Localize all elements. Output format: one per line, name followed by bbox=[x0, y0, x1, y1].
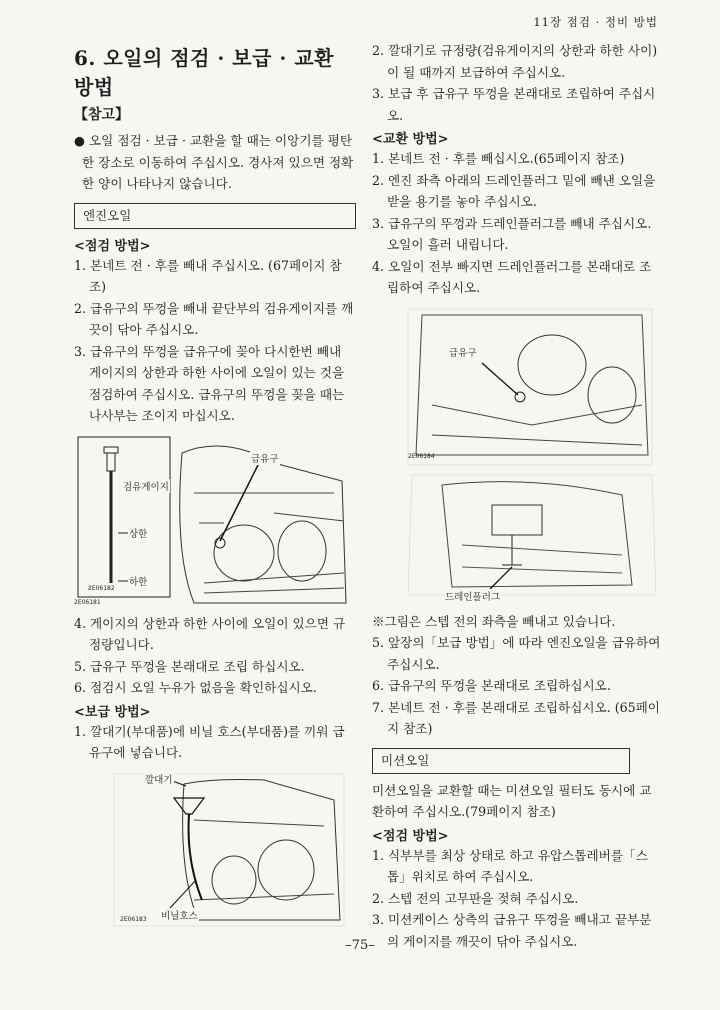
refill-item-1: 1. 깔대기(부대품)에 비닐 호스(부대품)를 끼워 급유구에 넣습니다. bbox=[74, 723, 345, 760]
refill-item-3: 3. 보급 후 급유구 뚜껑을 본래대로 조립하여 주십시오. bbox=[372, 86, 656, 123]
change-heading: <교환 방법> bbox=[372, 132, 449, 147]
change-item-4: 4. 오일이 전부 빠지면 드레인플러그를 본래대로 조립하여 주십시오. bbox=[372, 258, 652, 295]
mission-oil-box: 미션오일 bbox=[372, 748, 630, 774]
mission-item-1: 1. 식부부를 최상 상태로 하고 유압스톱레버를「스톱」위치로 하여 주십시오. bbox=[372, 847, 648, 884]
inspect-item-2: 2. 급유구의 뚜껑을 빼내 끝단부의 검유게이지를 깨끗이 닦아 주십시오. bbox=[74, 300, 354, 337]
inspect-item-5: 5. 급유구 뚜껑을 본래대로 조립 하십시오. bbox=[74, 658, 305, 674]
right-column bbox=[372, 40, 662, 952]
figure-note: ※그림은 스텝 전의 좌측을 빼내고 있습니다. bbox=[372, 613, 616, 629]
mission-item-2: 2. 스텝 전의 고무판을 젖혀 주십시오. bbox=[372, 890, 579, 906]
mission-text: 미션오일을 교환할 때는 미션오일 필터도 동시에 교환하여 주십시오.(79페이지 참조) bbox=[372, 782, 652, 819]
change-item-1: 1. 본네트 전 · 후를 빼십시오.(65페이지 참조) bbox=[372, 151, 625, 166]
refill-item-2: 2. 깔대기로 규정량(검유게이지의 상한과 하한 사이)이 될 때까지 보급하여 주십시오. bbox=[372, 43, 658, 80]
inspect-item-1: 1. 본네트 전 · 후를 빼내 주십시오. (67페이지 참조) bbox=[74, 257, 342, 294]
inspect-item-6: 6. 점검시 오일 누유가 없음을 확인하십시오. bbox=[74, 680, 317, 695]
figure-code-4: 2E06184 bbox=[408, 452, 435, 460]
left-column bbox=[74, 40, 356, 936]
page-number: –75– bbox=[345, 938, 375, 953]
note-heading: 【참고】 bbox=[74, 107, 130, 123]
label-gauge: 검유게이지 bbox=[122, 479, 170, 493]
figure-funnel bbox=[74, 770, 356, 930]
label-lower-limit: 하한 bbox=[128, 574, 148, 588]
figure-code-1: 2E06182 bbox=[88, 584, 115, 592]
figure-code-2: 2E06181 bbox=[74, 598, 101, 606]
figure-drain-plug bbox=[372, 305, 662, 605]
funnel-illustration bbox=[74, 770, 356, 930]
label-filler-2: 급유구 bbox=[448, 345, 478, 359]
change-item-7: 7. 본네트 전 · 후를 본래대로 조립하십시오. (65페이지 참조) bbox=[372, 699, 660, 736]
change-item-5: 5. 앞장의「보급 방법」에 따라 엔진오일을 급유하여 주십시오. bbox=[372, 635, 661, 672]
inspect-item-4: 4. 게이지의 상한과 하한 사이에 오일이 있으면 규정량입니다. bbox=[74, 615, 346, 652]
change-item-2: 2. 엔진 좌측 아래의 드레인플러그 밑에 빼낸 오일을 받을 용기를 놓아 주십시오. bbox=[372, 172, 656, 209]
change-item-6: 6. 급유구의 뚜껑을 본래대로 조립하십시오. bbox=[372, 678, 611, 693]
chapter-header: 11장 점검 · 정비 방법 bbox=[533, 15, 658, 29]
figure-code-3: 2E06183 bbox=[120, 915, 147, 923]
engine-oil-box: 엔진오일 bbox=[74, 203, 356, 229]
inspect-item-3: 3. 급유구의 뚜껑을 급유구에 꽂아 다시한번 빼내 게이지의 상한과 하한 사이에 오일이 있는 것을 점검하여 주십시오. 급유구의 뚜껑을 꽂을 때는 나사부는 조이지 마십시오. bbox=[74, 343, 345, 423]
note-text: ● 오일 점검 · 보급 · 교환을 할 때는 이앙기를 평탄한 장소로 이동하여 주십시오. 경사져 있으면 정확한 양이 나타나지 않습니다. bbox=[74, 133, 354, 191]
figure-oil-gauge bbox=[74, 433, 356, 607]
label-hose: 비닐호스 bbox=[160, 908, 199, 922]
mission-inspect-heading: <점검 방법> bbox=[372, 828, 449, 844]
label-filler: 급유구 bbox=[250, 451, 280, 465]
change-item-3: 3. 급유구의 뚜껑과 드레인플러그를 빼내 주십시오. 오일이 흘러 내립니다. bbox=[372, 215, 652, 252]
label-upper-limit: 상한 bbox=[128, 526, 148, 540]
mission-item-3: 3. 미션케이스 상측의 급유구 뚜껑을 빼내고 끝부분의 게이지를 깨끗이 닦아 주십시오. bbox=[372, 912, 652, 949]
inspect-heading: <점검 방법> bbox=[74, 238, 151, 254]
engine-gauge-illustration bbox=[74, 433, 356, 607]
label-drain-plug: 드레인플러그 bbox=[444, 589, 501, 603]
section-title: 6. 오일의 점검 · 보급 · 교환 방법 bbox=[74, 46, 334, 99]
label-funnel: 깔대기 bbox=[144, 772, 174, 786]
refill-heading: <보급 방법> bbox=[74, 704, 151, 720]
